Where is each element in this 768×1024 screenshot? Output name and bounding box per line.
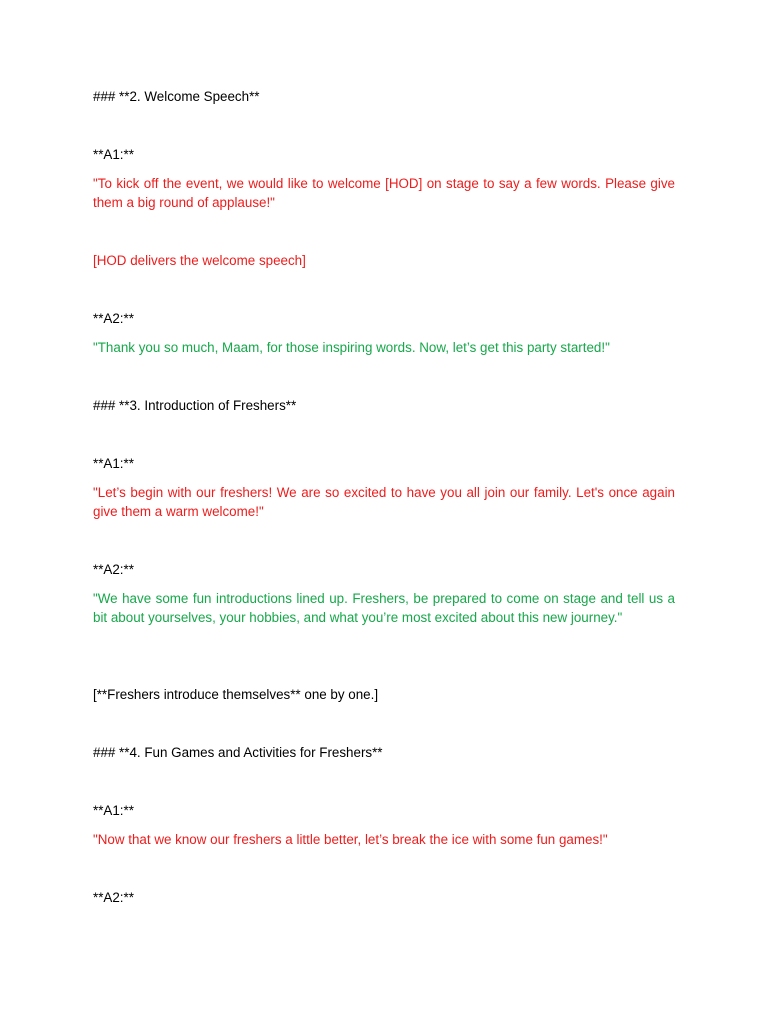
s2-a2-label: **A2:** bbox=[93, 311, 134, 326]
s3-stage-note: [**Freshers introduce themselves** one by one.] bbox=[93, 687, 379, 702]
section-4-heading: ### **4. Fun Games and Activities for Freshers** bbox=[93, 745, 383, 760]
s2-a1-dialogue: "To kick off the event, we would like to welcome [HOD] on stage to say a few words. Please give them a big round of applause!" bbox=[93, 176, 675, 210]
section-3-heading: ### **3. Introduction of Freshers** bbox=[93, 398, 297, 413]
s3-a2-label: **A2:** bbox=[93, 562, 134, 577]
s3-a1-label: **A1:** bbox=[93, 456, 134, 471]
s2-a1-label: **A1:** bbox=[93, 147, 134, 162]
s4-a2-label: **A2:** bbox=[93, 890, 134, 905]
s2-stage-note: [HOD delivers the welcome speech] bbox=[93, 253, 306, 268]
s2-a2-dialogue: "Thank you so much, Maam, for those inspiring words. Now, let’s get this party started!" bbox=[93, 340, 610, 355]
s4-a1-dialogue: "Now that we know our freshers a little better, let’s break the ice with some fun games!" bbox=[93, 832, 608, 847]
section-2-heading: ### **2. Welcome Speech** bbox=[93, 89, 260, 104]
s4-a1-label: **A1:** bbox=[93, 803, 134, 818]
s3-a2-dialogue: "We have some fun introductions lined up. Freshers, be prepared to come on stage and tell us a bit about yourselves, your hobbies, and what you’re most excited about this new journey." bbox=[93, 591, 675, 625]
s3-a1-dialogue: "Let’s begin with our freshers! We are so excited to have you all join our family. Let's once again give them a warm welcome!" bbox=[93, 485, 675, 519]
